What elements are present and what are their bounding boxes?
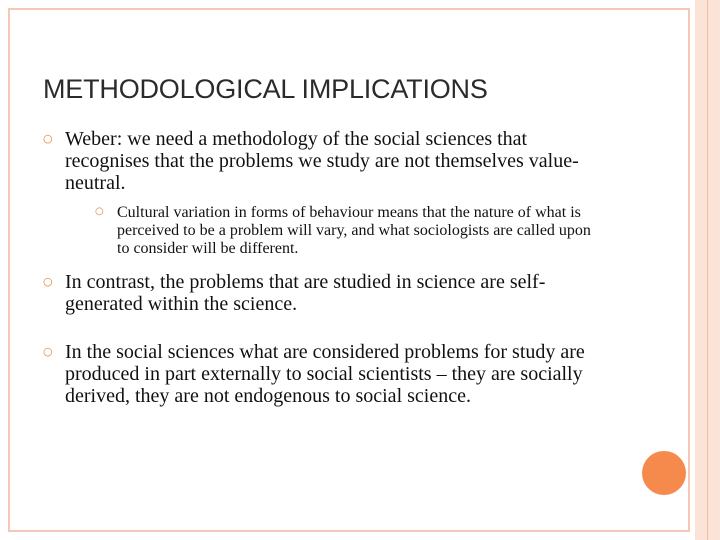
hollow-circle-icon: ○: [43, 345, 53, 358]
accent-circle: [642, 451, 686, 495]
right-decorative-line: [707, 0, 708, 540]
bullet-text-2: In contrast, the problems that are studied in science are self-generated within the science.: [65, 271, 546, 315]
bullet-item-3: [43, 341, 603, 407]
bullet-item-2: [43, 271, 603, 315]
slide-title: METHODOLOGICAL IMPLICATIONS: [43, 74, 488, 104]
bullet-item-1: [43, 128, 603, 258]
hollow-circle-icon: ○: [43, 275, 53, 288]
hollow-circle-icon: ○: [43, 132, 53, 145]
bullet-text-3: In the social sciences what are considered problems for study are produced in part externally to social scientists – they are socially derived, they are not endogenous to social science.: [65, 341, 585, 407]
bullet-text-1: Weber: we need a methodology of the social sciences that recognises that the problems we study are not themselves value-neutral.: [65, 128, 579, 194]
sub-bullet-text-1: Cultural variation in forms of behaviour means that the nature of what is perceived to be a problem will vary, and what sociologists are called upon to consider will be different.: [117, 204, 591, 257]
sub-bullet-item-1: [95, 204, 603, 258]
hollow-circle-icon: ○: [95, 206, 104, 217]
bullet-list: [43, 128, 603, 407]
